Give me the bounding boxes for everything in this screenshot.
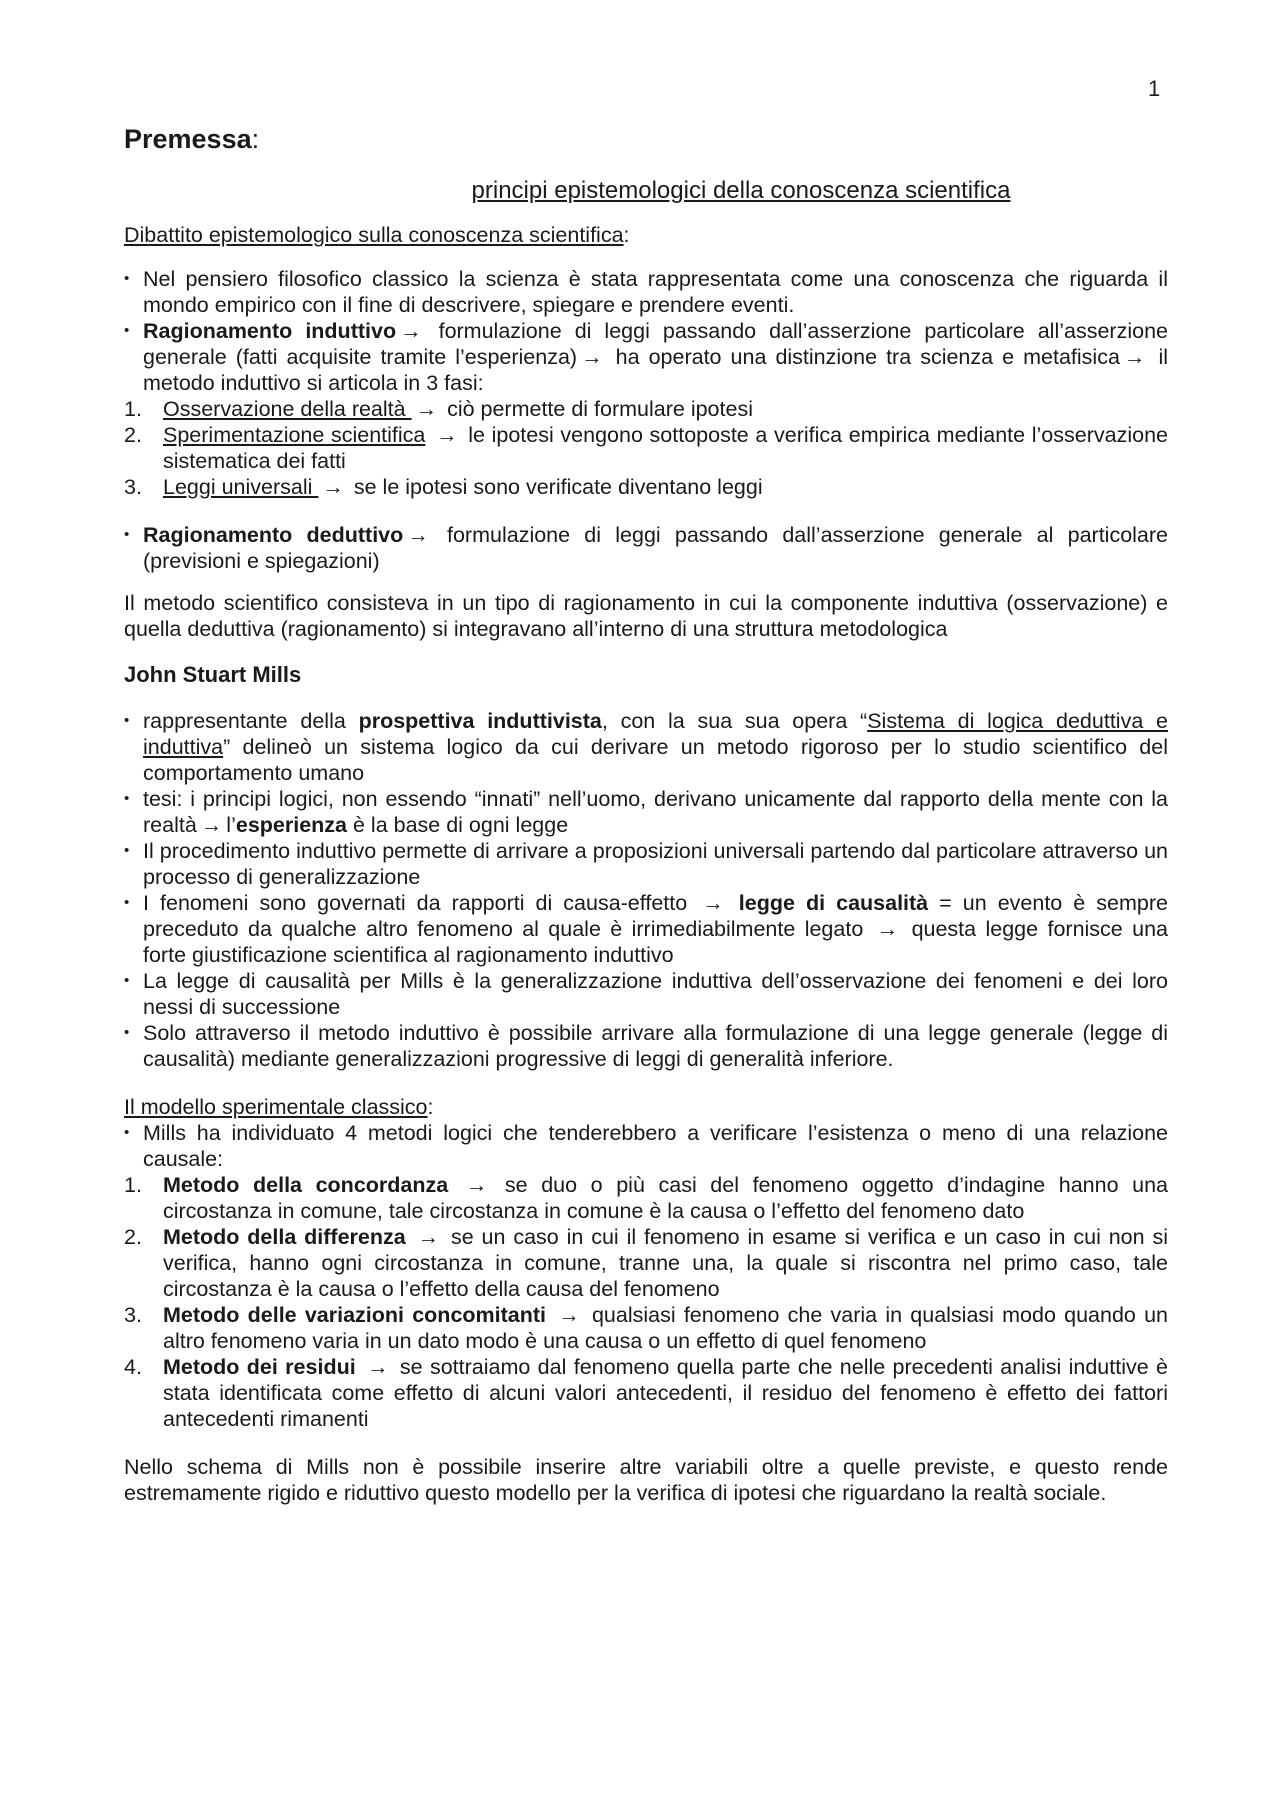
bullet-list — [124, 266, 1168, 396]
term-esperienza: esperienza — [235, 813, 348, 837]
list-item — [124, 708, 1168, 786]
list-number: 3. — [124, 475, 142, 499]
bullet-text: Nel pensiero filosofico classico la scienza è stata rappresentata come una conoscenza che riguarda il mondo empirico con il fine di descrivere, spiegare e prendere eventi. — [143, 267, 1168, 317]
method-text: se duo o più casi del fenomeno oggetto d’indagine hanno una circostanza in comune, tale circostanza in comune è la causa o l’effetto del fenomeno dato — [163, 1173, 1168, 1223]
arrow-icon: → — [581, 345, 603, 369]
list-number: 1. — [124, 1173, 142, 1197]
arrow-icon: → — [400, 319, 422, 343]
list-item — [124, 968, 1168, 1020]
method-term: Metodo delle variazioni concomitanti — [163, 1303, 547, 1327]
list-item — [124, 1354, 1168, 1432]
arrow-icon: → — [415, 397, 438, 421]
list-number: 3. — [124, 1303, 142, 1327]
phase-text: le ipotesi vengono sottoposte a verifica empirica mediante l’osservazione sistematica dei fatti — [163, 423, 1168, 473]
section-label-text: Il modello sperimentale classico — [124, 1095, 428, 1119]
bullet-text: Mills ha individuato 4 metodi logici che tenderebbero a verificare l’esistenza o meno di una relazione causale: — [143, 1121, 1168, 1171]
section-label-colon: : — [427, 1095, 434, 1119]
heading-colon: : — [251, 124, 260, 154]
bullet-text: , con la sua sua opera “ — [601, 709, 868, 733]
bullet-list — [124, 708, 1168, 1072]
bullet-text: formulazione di leggi passando dall’asserzione generale al particolare (previsioni e spiegazioni) — [143, 523, 1168, 573]
term-legge-causalita: legge di causalità — [738, 891, 929, 915]
arrow-icon: → — [367, 1355, 389, 1379]
list-item — [124, 396, 1168, 422]
method-text: se sottraiamo dal fenomeno quella parte che nelle precedenti analisi induttive è stata identificata come effetto di alcuni valori antecedenti, il residuo del fenomeno è effetto dei fattori antecedenti rimanenti — [163, 1355, 1168, 1431]
heading-text: Premessa — [124, 124, 252, 154]
method-text: se un caso in cui il fenomeno in esame si verifica e un caso in cui non si verifica, hanno ogni circostanza in comune, tranne una, la quale si riscontra nel primo caso, tale circostanza è la causa o l’effetto della causa del fenomeno — [163, 1225, 1168, 1301]
work-title: Sistema di logica deduttiva e induttiva — [143, 709, 1168, 759]
page-title — [124, 126, 1168, 152]
list-number: 4. — [124, 1355, 142, 1379]
bullet-text: tesi: i principi logici, non essendo “innati” nell’uomo, derivano unicamente dal rapporto della mente con la realtà — [143, 787, 1168, 837]
arrow-icon: → — [200, 813, 223, 837]
phase-term: Osservazione della realtà — [163, 397, 412, 421]
phase-term: Leggi universali — [163, 475, 319, 499]
section-label-colon: : — [623, 223, 630, 247]
bullet-text: questa legge fornisce una forte giustificazione scientifica al ragionamento induttivo — [143, 917, 1169, 967]
list-item — [124, 838, 1168, 890]
bullet-text: Il procedimento induttivo permette di arrivare a proposizioni universali partendo dal particolare attraverso un processo di generalizzazione — [143, 839, 1168, 889]
list-item — [124, 474, 1168, 500]
bullet-text: l’ — [226, 813, 236, 837]
term-prospettiva: prospettiva induttivista — [358, 709, 602, 733]
conclusion-paragraph: Nello schema di Mills non è possibile inserire altre variabili oltre a quelle previste, e questo rende estremamente rigido e riduttivo questo modello per la verifica di ipotesi che riguardano la realtà sociale. — [124, 1455, 1168, 1505]
method-term: Metodo della concordanza — [163, 1173, 449, 1197]
arrow-icon: → — [417, 1225, 440, 1249]
list-item — [124, 786, 1168, 838]
method-text: qualsiasi fenomeno che varia in qualsiasi modo quando un altro fenomeno varia in un dato modo è una causa o un effetto di quel fenomeno — [163, 1303, 1168, 1353]
list-item — [124, 890, 1168, 968]
term-ragionamento-deduttivo: Ragionamento deduttivo — [143, 523, 404, 547]
list-item — [124, 1302, 1168, 1354]
list-item — [124, 1172, 1168, 1224]
bullet-text: è la base di ogni legge — [347, 813, 569, 837]
section-label-text: Dibattito epistemologico sulla conoscenza scientifica — [124, 223, 624, 247]
page-number: 1 — [1148, 76, 1161, 101]
list-number: 2. — [124, 1225, 142, 1249]
list-number: 2. — [124, 423, 142, 447]
document-body — [124, 120, 1168, 1522]
bullet-text: I fenomeni sono governati da rapporti di causa-effetto — [143, 891, 688, 915]
arrow-icon: → — [1123, 345, 1146, 369]
section-heading-mills: John Stuart Mills — [124, 662, 302, 687]
arrow-icon: → — [558, 1303, 580, 1327]
arrow-icon: → — [322, 475, 344, 499]
arrow-icon: → — [465, 1173, 488, 1197]
phase-text: se le ipotesi sono verificate diventano leggi — [353, 475, 763, 499]
list-item — [124, 522, 1168, 574]
numbered-list-methods — [124, 1172, 1168, 1432]
bullet-text: formulazione di leggi passando dall’asserzione particolare all’asserzione generale (fatti acquisite tramite l’esperienza) — [143, 319, 1168, 369]
bullet-list — [124, 1120, 1168, 1172]
arrow-icon: → — [407, 523, 429, 547]
section-label-dibattito — [124, 222, 1168, 248]
bullet-text: rappresentante della — [143, 709, 359, 733]
bullet-list — [124, 522, 1168, 574]
method-term: Metodo della differenza — [163, 1225, 406, 1249]
arrow-icon: → — [876, 917, 899, 941]
bullet-text: il metodo induttivo si articola in 3 fasi: — [143, 345, 1169, 395]
list-item — [124, 266, 1168, 318]
numbered-list-phases — [124, 396, 1168, 500]
list-item — [124, 1224, 1168, 1302]
paragraph: Il metodo scientifico consisteva in un tipo di ragionamento in cui la componente induttiva (osservazione) e quella deduttiva (ragionamento) si integravano all’interno di una struttura metodologica — [124, 591, 1168, 641]
bullet-text: ha operato una distinzione tra scienza e metafisica — [615, 345, 1120, 369]
document-subtitle: principi epistemologici della conoscenza scientifica — [471, 177, 1011, 204]
term-ragionamento-induttivo: Ragionamento induttivo — [143, 319, 397, 343]
bullet-text: La legge di causalità per Mills è la generalizzazione induttiva dell’osservazione dei fenomeni e dei loro nessi di successione — [143, 969, 1168, 1019]
list-number: 1. — [124, 397, 142, 421]
list-item — [124, 1120, 1168, 1172]
bullet-text: Solo attraverso il metodo induttivo è possibile arrivare alla formulazione di una legge generale (legge di causalità) mediante generalizzazioni progressive di leggi di generalità inferiore. — [143, 1021, 1168, 1071]
phase-term: Sperimentazione scientifica — [163, 423, 426, 447]
arrow-icon: → — [436, 423, 458, 447]
phase-text: ciò permette di formulare ipotesi — [447, 397, 753, 421]
bullet-text: = un evento è sempre preceduto da qualche altro fenomeno al quale è irrimediabilmente legato — [143, 891, 1168, 941]
list-item — [124, 318, 1168, 396]
list-item — [124, 1020, 1168, 1072]
method-term: Metodo dei residui — [163, 1355, 356, 1379]
bullet-text: ” delineò un sistema logico da cui derivare un metodo rigoroso per lo studio scientifico del comportamento umano — [143, 735, 1168, 785]
arrow-icon: → — [702, 891, 724, 915]
section-label-modello — [124, 1094, 1168, 1120]
list-item — [124, 422, 1168, 474]
